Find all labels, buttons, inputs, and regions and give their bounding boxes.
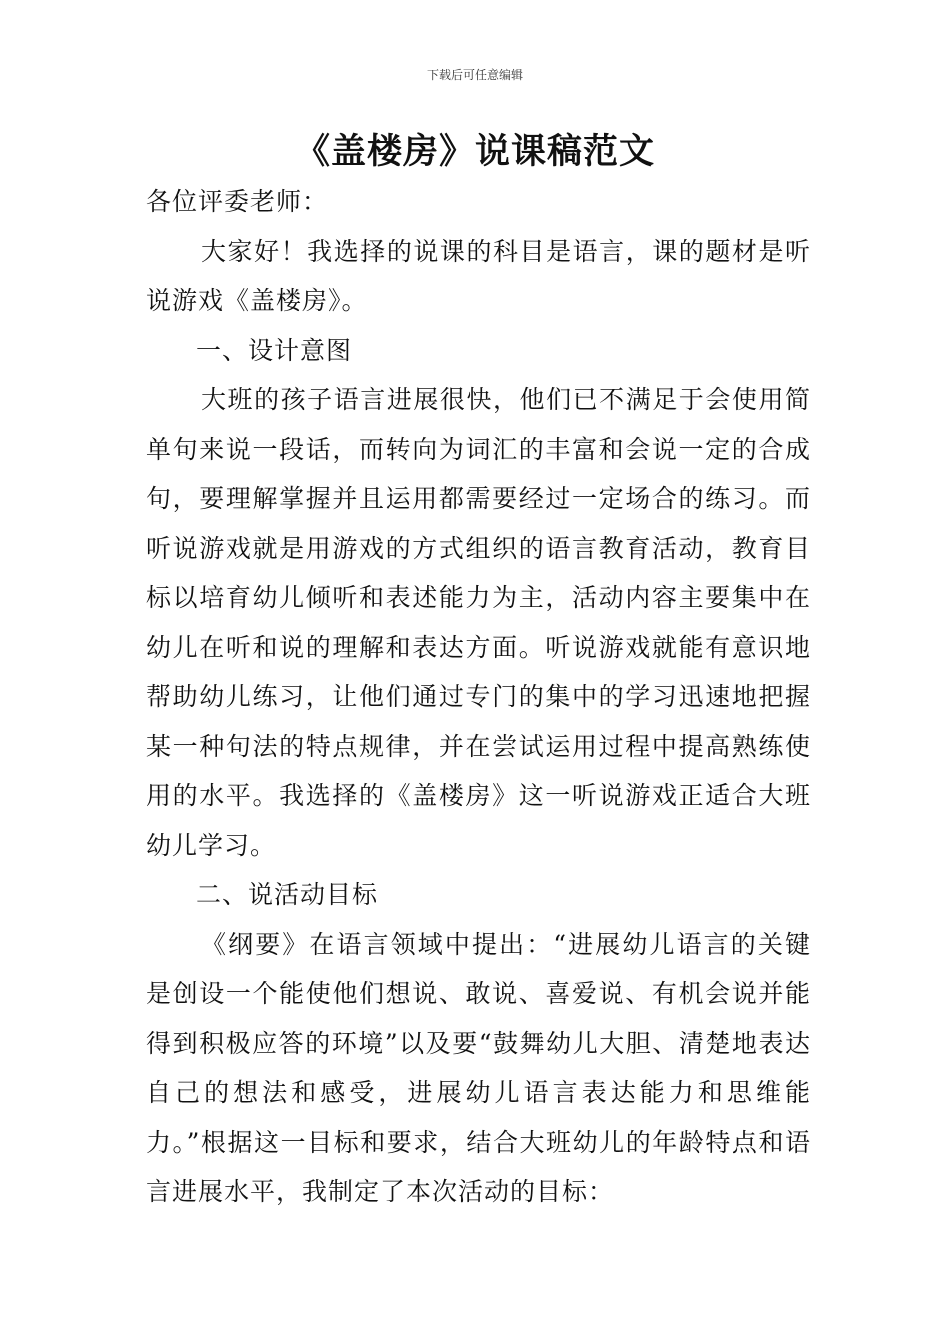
section-1-paragraph: 大班的孩子语言进展很快，他们已不满足于会使用简单句来说一段话，而转向为词汇的丰富和会说一定的合成句，要理解掌握并且运用都需要经过一定场合的练习。而听说游戏就是用游戏的方式组织的语言教育活动，教育目标以培育幼儿倾听和表述能力为主，活动内容主要集中在幼儿在听和说的理解和表达方面。听说游戏就能有意识地帮助幼儿练习，让他们通过专门的集中的学习迅速地把握某一种句法的特点规律，并在尝试运用过程中提高熟练使用的水平。我选择的《盖楼房》这一听说游戏正适合大班幼儿学习。 (146, 385, 811, 860)
intro-paragraph: 大家好！我选择的说课的科目是语言，课的题材是听说游戏《盖楼房》。 (146, 236, 811, 315)
section-1-heading: 一、设计意图 (196, 335, 353, 365)
section-2-paragraph: 《纲要》在语言领域中提出：“进展幼儿语言的关键是创设一个能使他们想说、敢说、喜爱说、有机会说并能得到积极应答的环境”以及要“鼓舞幼儿大胆、清楚地表达自己的想法和感受，进展幼儿语言表达能力和思维能力。”根据这一目标和要求，结合大班幼儿的年龄特点和语言进展水平，我制定了本次活动的目标： (146, 929, 811, 1206)
section-2-heading: 二、说活动目标 (196, 880, 379, 909)
document-title: 《盖楼房》说课稿范文 (294, 131, 655, 172)
header-note: 下载后可任意编辑 (426, 68, 523, 82)
document-body (146, 177, 811, 1217)
greeting: 各位评委老师： (146, 187, 329, 216)
